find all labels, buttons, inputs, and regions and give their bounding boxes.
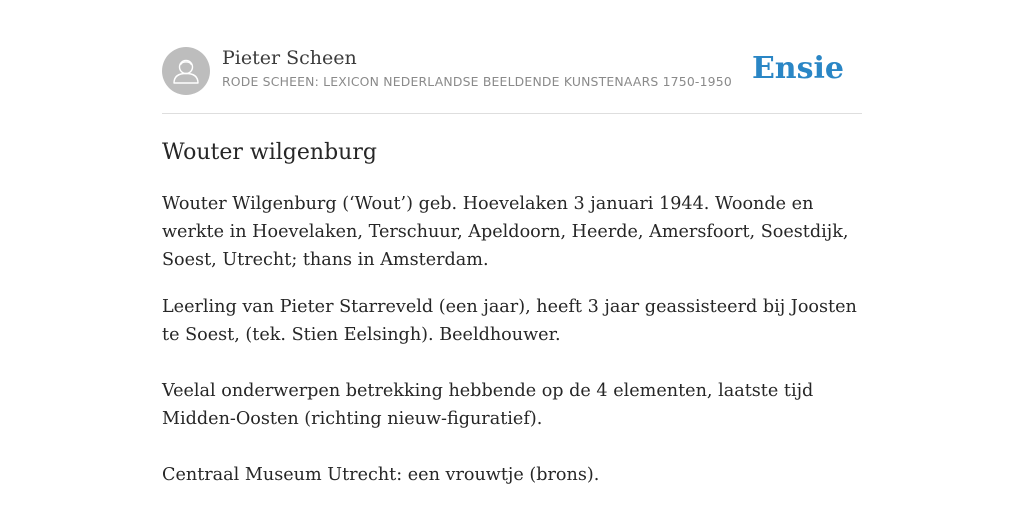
article-title: Wouter wilgenburg [162,140,377,165]
article-paragraph: Centraal Museum Utrecht: een vrouwtje (brons). [162,465,600,485]
ensie-logo[interactable]: Ensie [751,51,844,86]
article-body [162,138,862,489]
user-silhouette-icon [162,47,210,95]
article-header [162,47,862,113]
header-divider [162,113,862,114]
article-paragraph: Leerling van Pieter Starreveld (een jaar), heeft 3 jaar geassisteerd bij Joosten te Soest, (tek. Stien Eelsingh). Beeldhouwer. [162,297,857,345]
author-source-link[interactable]: RODE SCHEEN: LEXICON NEDERLANDSE BEELDENDE KUNSTENAARS 1750-1950 [222,74,732,89]
author-avatar[interactable] [162,47,210,95]
article-paragraph: Veelal onderwerpen betrekking hebbende op de 4 elementen, laatste tijd Midden-Oosten (richting nieuw-figuratief). [162,381,814,429]
author-name[interactable]: Pieter Scheen [222,47,357,69]
article-paragraph: Wouter Wilgenburg (‘Wout’) geb. Hoevelaken 3 januari 1944. Woonde en werkte in Hoevelaken, Terschuur, Apeldoorn, Heerde, Amersfoort, Soestdijk, Soest, Utrecht; thans in Amsterdam. [162,194,849,270]
